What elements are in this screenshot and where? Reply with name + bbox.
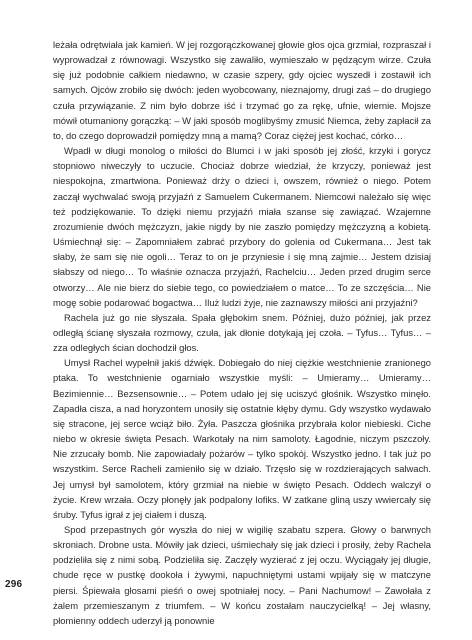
page-number: 296	[5, 579, 23, 590]
page-body-text	[53, 37, 431, 628]
paragraph: leżała odrętwiała jak kamień. W jej rozgorączkowanej głowie głos ojca grzmiał, rozpraszał i wyprowadzał z równowagi. Wszystko się zawaliło, wymieszało w pędzącym wirze. Czuła się już podobnie całkiem niedawno, w czasie szpery, gdy ojciec wyszedł i zostawił ich samych. Ojców zrobiło się dwóch: jeden wyobcowany, nieznajomy, drugi zaś – do drugiego czuła przywiązanie. Z nim było dobrze iść i trzymać go za rękę, ufnie, wiernie. Mojsze mówił otumaniony gorączką: – W jaki sposób moglibyśmy zmusić Niemca, żeby zapłacił za to, do czego doprowadził pomiędzy mną a mamą? Coraz ciężej jest kochać, córko…	[53, 39, 431, 141]
paragraph: Rachela już go nie słyszała. Spała głębokim snem. Później, dużo później, jak przez odległą ścianę słyszała rozmowy, czuła, jak dłonie dotykają jej czoła. – Tyfus… Tyfus… – zza odległych ścian dochodził głos.	[53, 311, 431, 354]
paragraph: Wpadł w długi monolog o miłości do Blumci i w jaki sposób jej złość, krzyki i gorycz stopniowo niweczyły to uczucie. Chociaż dobrze wiedział, że krzyczy, ponieważ jest niespokojna, zmartwiona. Ponieważ drży o dzieci i, owszem, również o niego. Potem zaczął wychwalać swoją przyjaźń z Samuelem Cukermanem. Niemcowi należało się więc też podziękowanie. To dzięki niemu przyjaźń miała szanse się zawiązać. Wzajemne zrozumienie dwóch mężczyzn, jakie nigdy by nie zaszło pomiędzy mężczyzną a kobietą. Uśmiechnął się: – Zapomniałem zabrać przybory do golenia od Cukermana… Jest tak słaby, że sam się nie ogoli… Teraz to on je przyniesie i się mną zajmie… Jestem dzisiaj słabszy od niego… To właśnie oznacza przyjaźń, Rachelciu… Jeden przed drugim serce otworzy… Ale nie bierz do siebie tego, co powiedziałem o matce… To ze szczęścia… Nie mogę sobie podarować bogactwa… Iluż ludzi żyje, nie zaznawszy miłości ani przyjaźni?	[53, 145, 431, 308]
paragraph: Umysł Rachel wypełnił jakiś dźwięk. Dobiegało do niej ciężkie westchnienie zranionego ptaka. To westchnienie ogarniało wszystkie myśli: – Umieramy… Umieramy… Bezimiennie… Bezsensownie… – Potem udało jej się uciszyć głośnik. Wszystko minęło. Zapadła cisza, a nad horyzontem unosiły się ostatnie kłęby dymu. Gdy wszystko wydawało się stracone, jej serce wciąż biło. Żyła. Paszcza głośnika przybrała kolor niebieski. Ciche niebo w okresie święta Pesach. Warkotały na nim samoloty. Łagodnie, niczym pszczoły. Nie zrzucały bomb. Nie zapowiadały pożarów – tylko spokój. Wszystko jedno. I tak już po wszystkim. Serce Racheli zamieniło się w działo. Trzęsło się w rozdzierających salwach. Jej umysł był samolotem, który grzmiał na niebie w święto Pesach. Oddech walczył o życie. Krew wrzała. Oczy płonęły jak podpalony lofiks. W zatkane gliną uszy wwiercały się śruby. Tyfus igrał z jej ciałem i duszą.	[53, 357, 431, 520]
paragraph: Spod przepastnych gór wyszła do niej w wigilię szabatu szpera. Głowy o barwnych skroniach. Drobne usta. Mówiły jak dzieci, uśmiechały się jak dzieci i prosiły, żeby Rachela podzieliła się z nimi sobą. Podzieliła się. Zaczęły wyzierać z jej oczu. Wyciągały jej długie, chude ręce w pustkę dookoła i żywymi, napuchniętymi ustami wpijały się w matczyne piersi. Śpiewała głosami pieśń o owej spotniałej nocy. – Pani Nachumow! – Zawołała z żalem przemieszanym z triumfem. – W końcu zostałam nauczycielką! – Jej własny, płomienny oddech uderzył ją ponownie	[53, 524, 431, 626]
